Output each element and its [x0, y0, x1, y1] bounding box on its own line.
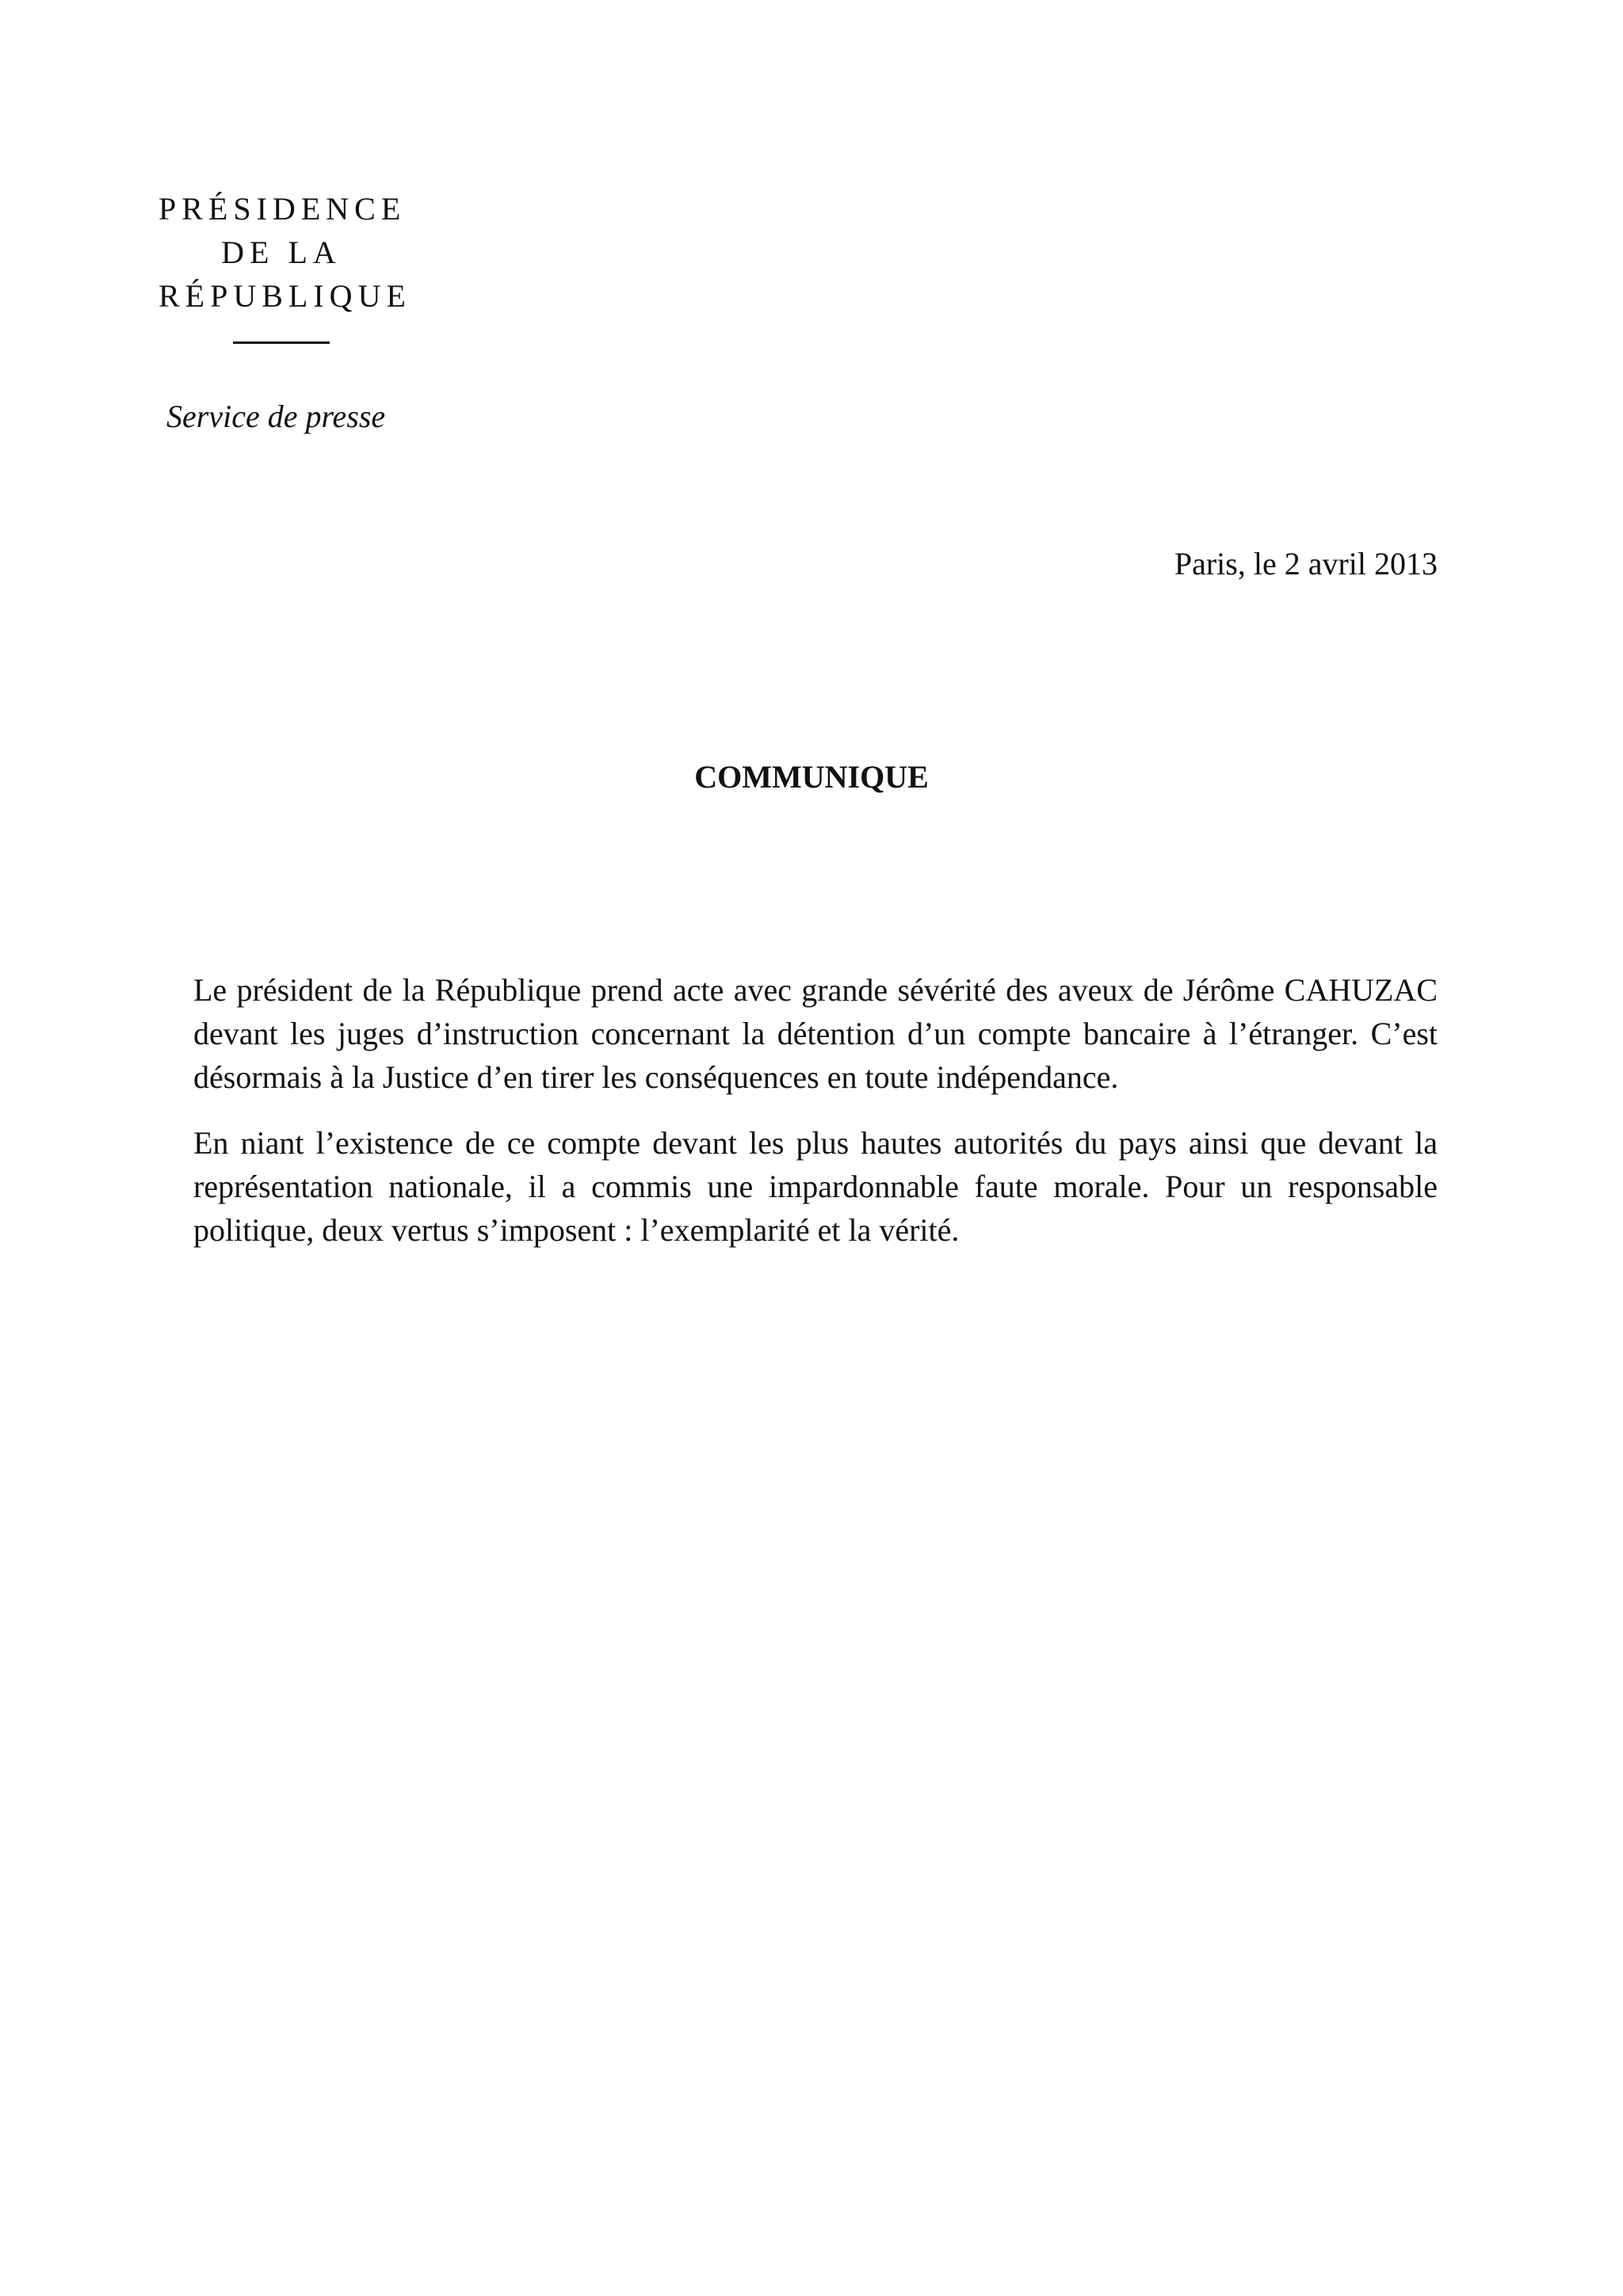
letterhead	[158, 187, 411, 344]
body-paragraph-1: Le président de la République prend acte avec grande sévérité des aveux de Jérôme CAHUZAC devant les juges d’instruction concernant la détention d’un compte bancaire à l’étranger. C’est désormais à la Justice d’en tirer les conséquences en toute indépendance.	[193, 972, 1438, 1095]
letterhead-rule	[233, 341, 330, 344]
letterhead-line-2: DE LA	[221, 235, 342, 270]
body-paragraph-2: En niant l’existence de ce compte devant les plus hautes autorités du pays ainsi que devant la représentation nationale, il a commis une impardonnable faute morale. Pour un responsable politique, deux vertus s’imposent : l’exemplarité et la vérité.	[193, 1125, 1438, 1248]
date-line: Paris, le 2 avril 2013	[1174, 546, 1438, 582]
letterhead-line-3: RÉPUBLIQUE	[158, 278, 411, 314]
service-label: Service de presse	[166, 399, 386, 434]
document-title: COMMUNIQUE	[694, 759, 929, 795]
document-body	[193, 968, 1438, 1274]
letterhead-line-1: PRÉSIDENCE	[158, 191, 407, 227]
